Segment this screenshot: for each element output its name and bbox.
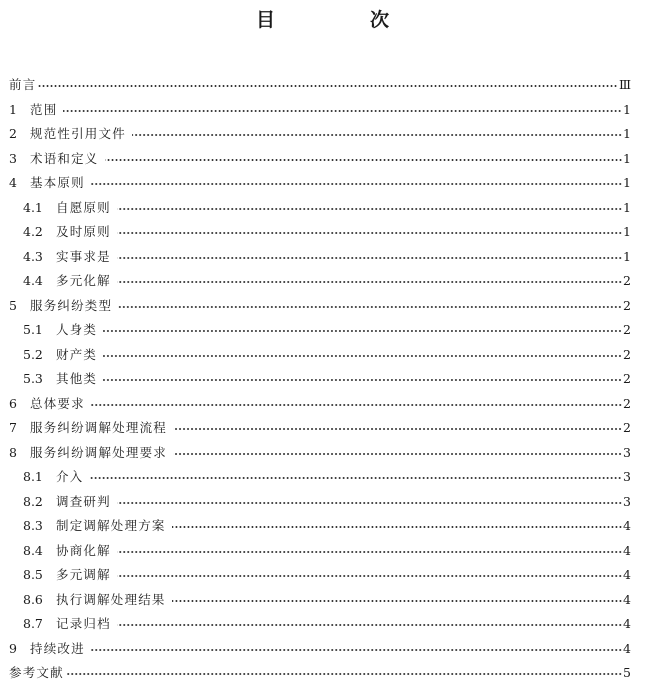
toc-dot-leader — [117, 575, 622, 577]
toc-entry-title: 持续改进 — [30, 640, 85, 656]
toc-entry[interactable] — [0, 245, 645, 270]
toc-entry[interactable] — [0, 122, 645, 147]
toc-entry-title: 规范性引用文件 — [30, 126, 126, 142]
toc-entry-number: 7 — [9, 420, 17, 436]
toc-entry[interactable] — [0, 490, 645, 515]
toc-entry[interactable] — [0, 294, 645, 319]
toc-entry-page-number: 4 — [623, 616, 631, 632]
toc-entry[interactable] — [0, 392, 645, 417]
toc-entry-page-number: Ⅲ — [618, 77, 631, 93]
toc-entry[interactable] — [0, 171, 645, 196]
toc-entry-page-number: 3 — [623, 493, 631, 509]
toc-entry-number: 4 — [9, 175, 17, 191]
toc-entry[interactable] — [0, 563, 645, 588]
toc-entry-page-number: 2 — [623, 395, 631, 411]
toc-entry[interactable] — [0, 637, 645, 662]
toc-entry-page-number: 2 — [623, 371, 631, 387]
toc-entry-title: 人身类 — [56, 322, 98, 338]
toc-entry-title: 前言 — [9, 77, 37, 93]
toc-entry[interactable] — [0, 465, 645, 490]
toc-entry[interactable] — [0, 514, 645, 539]
toc-entry-title: 服务纠纷类型 — [30, 297, 113, 313]
toc-entry[interactable] — [0, 588, 645, 613]
toc-dot-leader — [118, 306, 622, 308]
toc-entry-page-number: 4 — [623, 640, 631, 656]
toc-entry-page-number: 1 — [623, 199, 631, 215]
toc-entry-number: 5.3 — [23, 371, 43, 387]
toc-entry[interactable] — [0, 661, 645, 686]
toc-dot-leader — [117, 232, 622, 234]
toc-entry-title: 服务纠纷调解处理要求 — [30, 444, 168, 460]
toc-dot-leader — [132, 134, 622, 136]
toc-entry[interactable] — [0, 343, 645, 368]
toc-entry-page-number: 2 — [623, 297, 631, 313]
toc-entry-number: 5.2 — [23, 346, 43, 362]
toc-entry-number: 8.7 — [23, 616, 43, 632]
toc-entry-number: 8.6 — [23, 591, 43, 607]
toc-entry-number: 4.1 — [23, 199, 43, 215]
toc-entry-page-number: 1 — [623, 175, 631, 191]
toc-entry-number: 5 — [9, 297, 17, 313]
toc-dot-leader — [117, 551, 622, 553]
toc-entry-page-number: 2 — [623, 420, 631, 436]
toc-entry-number: 3 — [9, 150, 17, 166]
toc-entry[interactable] — [0, 612, 645, 637]
toc-entry-page-number: 1 — [623, 126, 631, 142]
toc-dot-leader — [117, 208, 622, 210]
toc-dot-leader — [66, 673, 622, 675]
toc-entry-title: 多元调解 — [56, 567, 111, 583]
toc-entry-title: 记录归档 — [56, 616, 111, 632]
toc-entry[interactable] — [0, 367, 645, 392]
toc-entry-number: 8.4 — [23, 542, 43, 558]
toc-dot-leader — [172, 600, 622, 602]
toc-entry-title: 其他类 — [56, 371, 98, 387]
toc-entry-title: 参考文献 — [9, 665, 64, 681]
toc-entry-page-number: 2 — [623, 346, 631, 362]
toc-entry-number: 8.2 — [23, 493, 43, 509]
toc-entry[interactable] — [0, 98, 645, 123]
toc-entry[interactable] — [0, 73, 645, 98]
toc-entry-page-number: 2 — [623, 322, 631, 338]
toc-dot-leader — [89, 477, 622, 479]
toc-entry-number: 8.1 — [23, 469, 43, 485]
toc-entry-title: 协商化解 — [56, 542, 111, 558]
page-title: 目 次 — [255, 9, 427, 31]
toc-entry-page-number: 1 — [623, 150, 631, 166]
toc-entry-number: 4.2 — [23, 224, 43, 240]
toc-dot-leader — [103, 330, 622, 332]
toc-dot-leader — [103, 379, 622, 381]
toc-entry-title: 多元化解 — [56, 273, 111, 289]
toc-dot-leader — [117, 502, 622, 504]
toc-entry-title: 总体要求 — [30, 395, 85, 411]
table-of-contents — [0, 73, 645, 686]
toc-entry-page-number: 4 — [623, 567, 631, 583]
toc-entry[interactable] — [0, 539, 645, 564]
toc-entry-page-number: 2 — [623, 273, 631, 289]
toc-entry[interactable] — [0, 441, 645, 466]
toc-entry-title: 服务纠纷调解处理流程 — [30, 420, 168, 436]
toc-entry-number: 6 — [9, 395, 17, 411]
toc-entry-title: 基本原则 — [30, 175, 85, 191]
toc-entry-number: 9 — [9, 640, 17, 656]
toc-dot-leader — [63, 110, 622, 112]
toc-entry-page-number: 5 — [623, 665, 631, 681]
toc-entry[interactable] — [0, 269, 645, 294]
toc-entry-page-number: 4 — [623, 591, 631, 607]
toc-dot-leader — [91, 649, 622, 651]
toc-entry-page-number: 3 — [623, 469, 631, 485]
toc-dot-leader — [173, 453, 622, 455]
toc-entry-page-number: 1 — [623, 101, 631, 117]
toc-dot-leader — [117, 257, 622, 259]
toc-entry-title: 财产类 — [56, 346, 98, 362]
toc-entry[interactable] — [0, 318, 645, 343]
toc-entry-page-number: 3 — [623, 444, 631, 460]
toc-entry-number: 1 — [9, 101, 17, 117]
toc-dot-leader — [105, 159, 623, 161]
toc-entry-page-number: 4 — [623, 542, 631, 558]
toc-entry-title: 术语和定义 — [30, 150, 99, 166]
toc-entry-title: 制定调解处理方案 — [56, 518, 166, 534]
toc-entry-number: 5.1 — [23, 322, 43, 338]
toc-entry-page-number: 1 — [623, 224, 631, 240]
toc-dot-leader — [103, 355, 622, 357]
toc-dot-leader — [91, 183, 622, 185]
toc-entry-number: 8.3 — [23, 518, 43, 534]
toc-dot-leader — [117, 624, 622, 626]
toc-entry-page-number: 1 — [623, 248, 631, 264]
toc-entry[interactable] — [0, 416, 645, 441]
toc-entry[interactable] — [0, 147, 645, 172]
toc-entry-title: 范围 — [30, 101, 58, 117]
toc-entry-number: 2 — [9, 126, 17, 142]
toc-entry-title: 自愿原则 — [56, 199, 111, 215]
toc-entry-title: 实事求是 — [56, 248, 111, 264]
toc-dot-leader — [173, 428, 622, 430]
toc-entry-title: 介入 — [56, 469, 84, 485]
toc-entry-title: 及时原则 — [56, 224, 111, 240]
toc-dot-leader — [117, 281, 622, 283]
toc-entry-number: 4.4 — [23, 273, 43, 289]
toc-dot-leader — [172, 526, 622, 528]
toc-entry-number: 8.5 — [23, 567, 43, 583]
toc-entry-page-number: 4 — [623, 518, 631, 534]
toc-entry-number: 4.3 — [23, 248, 43, 264]
toc-entry[interactable] — [0, 220, 645, 245]
toc-entry-number: 8 — [9, 444, 17, 460]
toc-entry-title: 执行调解处理结果 — [56, 591, 166, 607]
toc-entry-title: 调查研判 — [56, 493, 111, 509]
toc-dot-leader — [38, 85, 618, 87]
toc-dot-leader — [91, 404, 622, 406]
toc-entry[interactable] — [0, 196, 645, 221]
